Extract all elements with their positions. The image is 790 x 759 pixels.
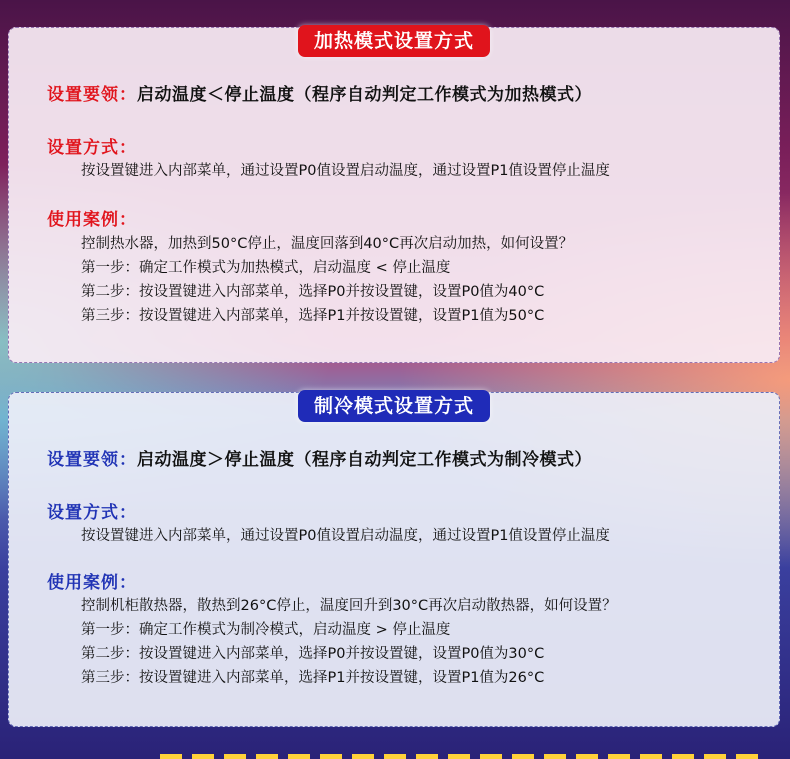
heating-step-3: 第三步：按设置键进入内部菜单，选择P1并按设置键，设置P1值为50°C [81,308,545,324]
heating-case-line: 控制热水器，加热到50°C停止，温度回落到40°C再次启动加热，如何设置？ [81,236,574,252]
heating-point-text: 启动温度＜停止温度（程序自动判定工作模式为加热模式） [137,85,592,105]
cooling-case-line: 控制机柜散热器，散热到26°C停止，温度回升到30°C再次启动散热器，如何设置？ [81,598,617,614]
decorative-bottom-strip [160,754,760,759]
heating-method-text: 按设置键进入内部菜单，通过设置P0值设置启动温度，通过设置P1值设置停止温度 [81,163,610,179]
cooling-mode-panel [8,392,780,727]
cooling-step-3: 第三步：按设置键进入内部菜单，选择P1并按设置键，设置P1值为26°C [81,670,545,686]
heating-method-label: 设置方式： [47,138,137,158]
cooling-point-label: 设置要领： [47,450,137,470]
heating-point-label: 设置要领： [47,85,137,105]
cooling-case-label: 使用案例： [47,573,137,593]
cooling-step-2: 第二步：按设置键进入内部菜单，选择P0并按设置键，设置P0值为30°C [81,646,545,662]
cooling-mode-title: 制冷模式设置方式 [298,390,490,422]
cooling-method-label: 设置方式： [47,503,137,523]
heating-step-1: 第一步：确定工作模式为加热模式，启动温度 < 停止温度 [81,260,451,276]
heating-mode-panel [8,27,780,363]
cooling-setting-point [47,445,592,470]
heating-step-2: 第二步：按设置键进入内部菜单，选择P0并按设置键，设置P0值为40°C [81,284,545,300]
cooling-point-text: 启动温度＞停止温度（程序自动判定工作模式为制冷模式） [137,450,592,470]
cooling-step-1: 第一步：确定工作模式为制冷模式，启动温度 > 停止温度 [81,622,451,638]
heating-case-label: 使用案例： [47,210,137,230]
heating-setting-point [47,80,592,105]
cooling-method-text: 按设置键进入内部菜单，通过设置P0值设置启动温度，通过设置P1值设置停止温度 [81,528,610,544]
heating-mode-title: 加热模式设置方式 [298,25,490,57]
